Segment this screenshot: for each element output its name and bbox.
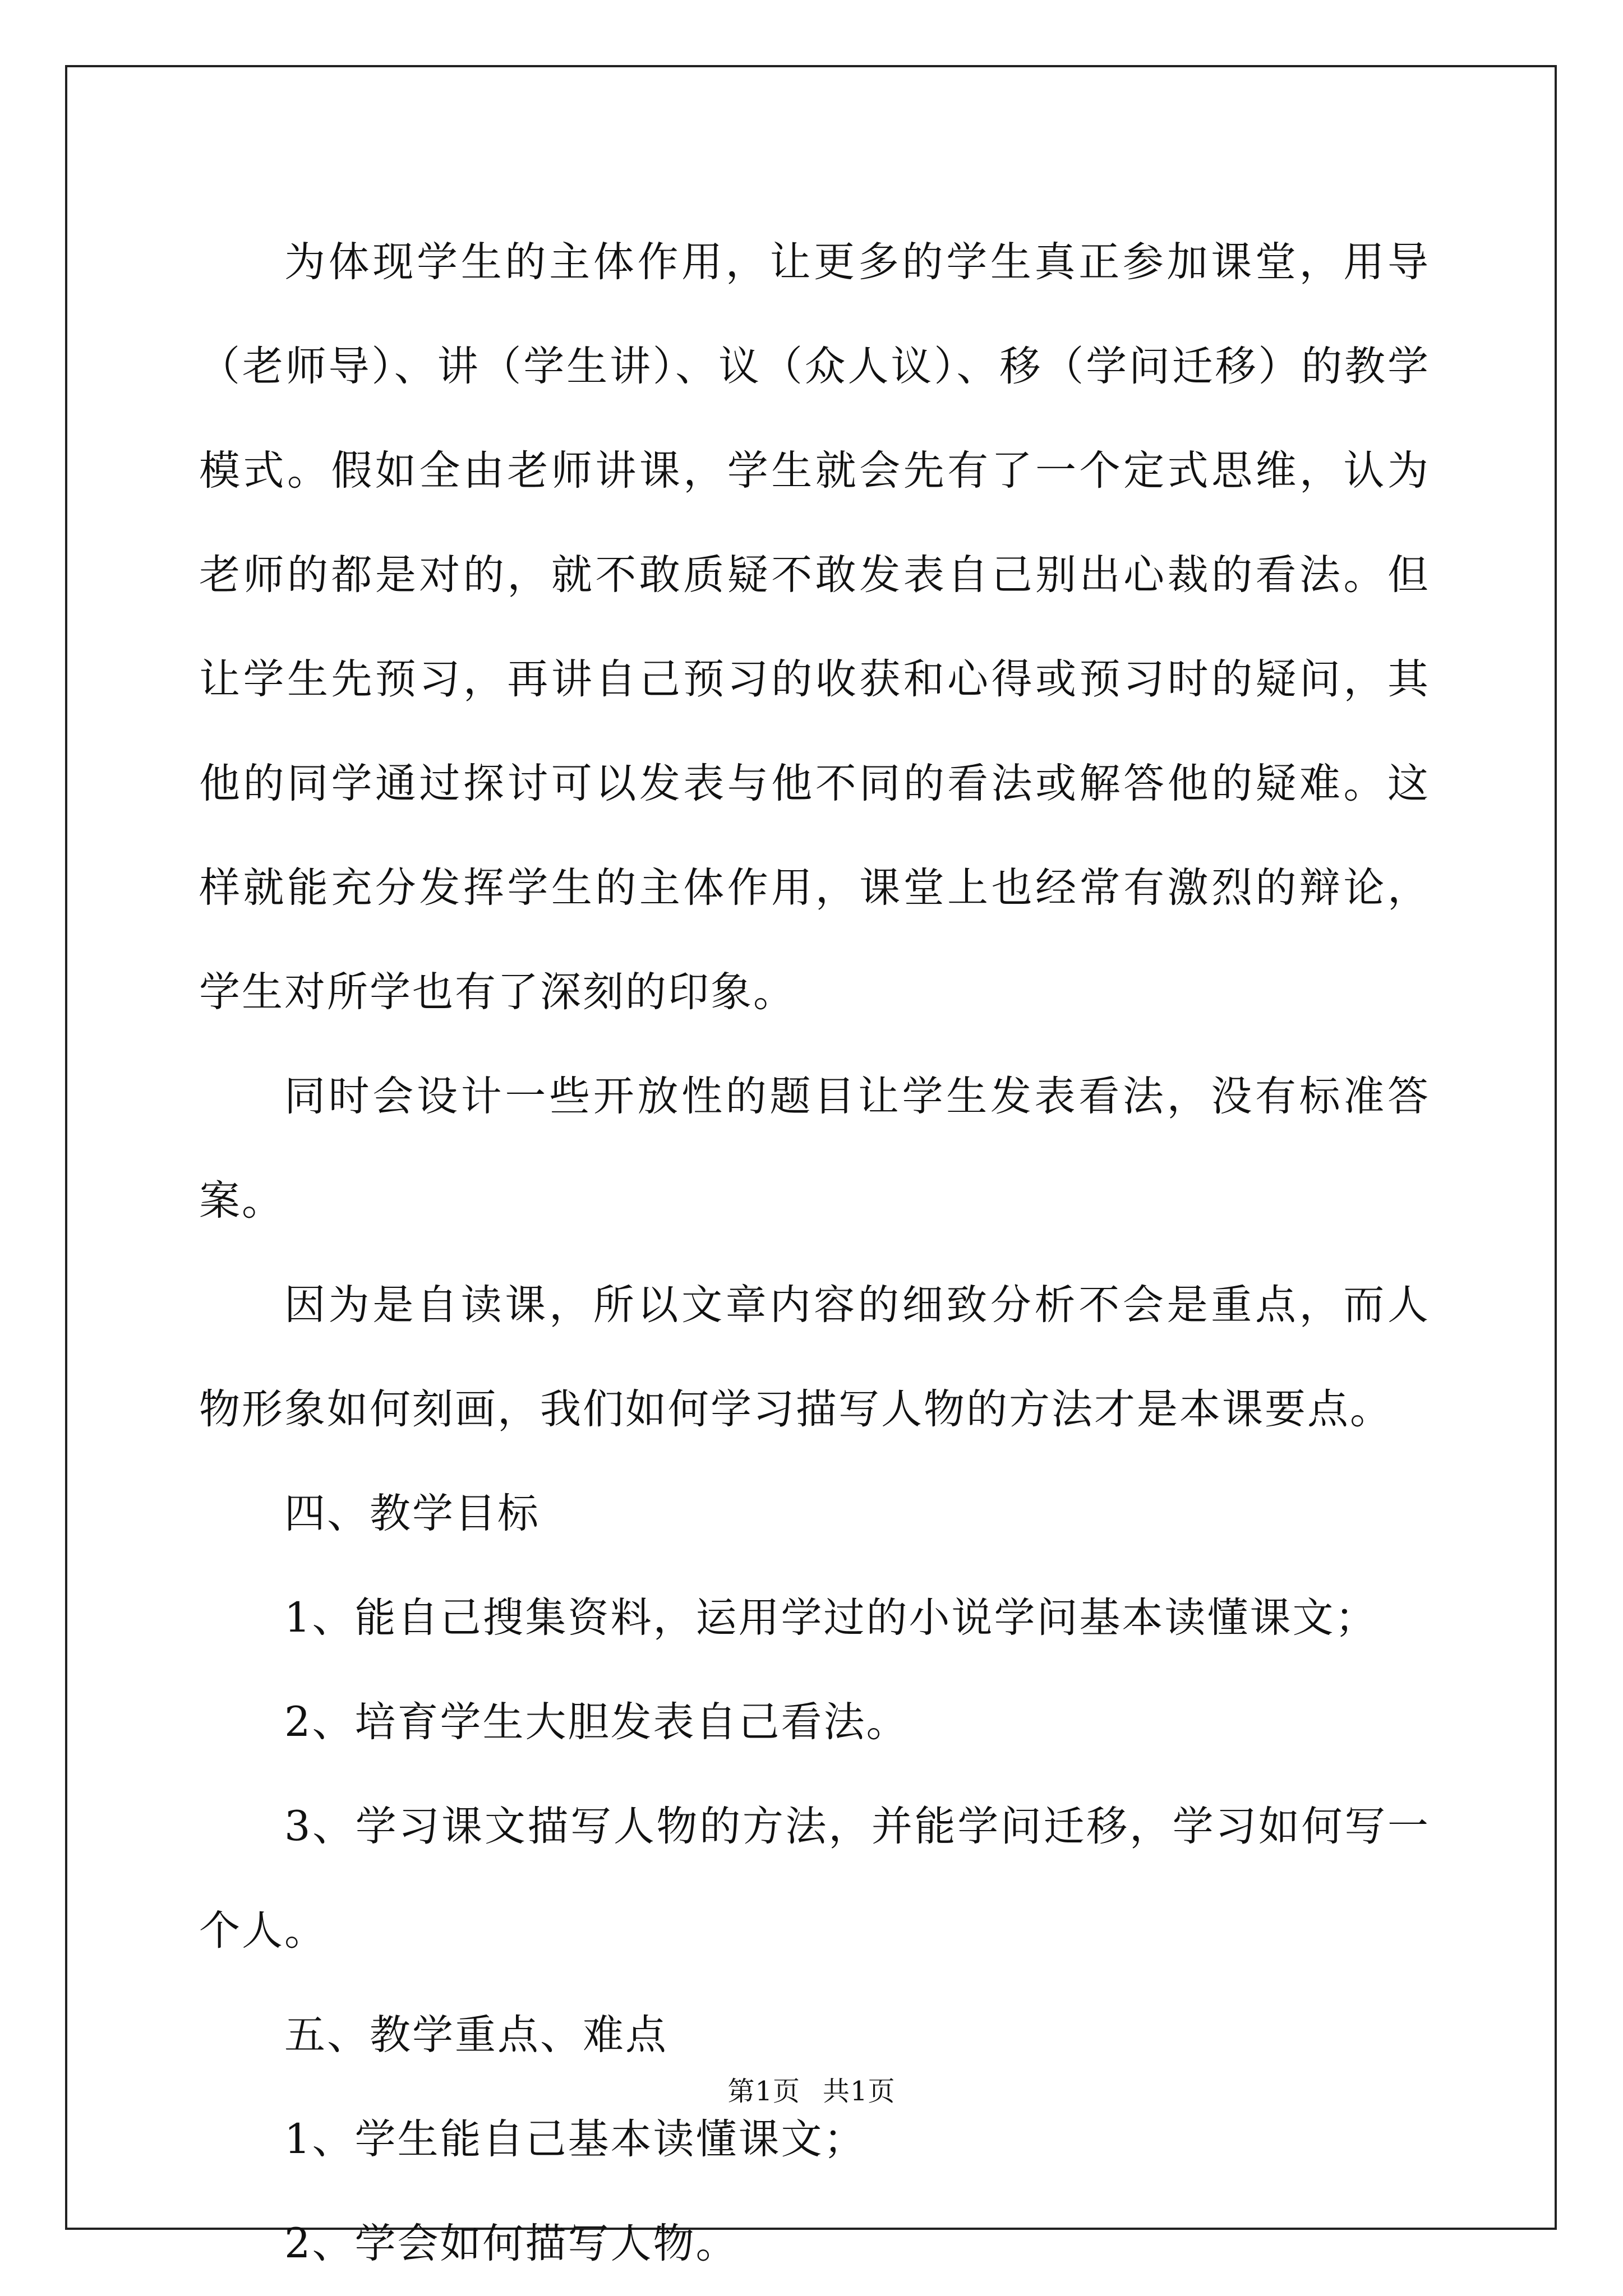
paragraph-self-reading: 因为是自读课，所以文章内容的细致分析不会是重点，而人物形象如何刻画，我们如何学习描写人物的方法才是本课要点。 (199, 1281, 1430, 1433)
paragraph-teaching-mode: 为体现学生的主体作用，让更多的学生真正参加课堂，用导（老师导）、讲（学生讲）、议（众人议）、移（学问迁移）的教学模式。假如全由老师讲课，学生就会先有了一个定式思维，认为老师的都是对的，就不敢质疑不敢发表自己别出心裁的看法。但让学生先预习，再讲自己预习的收获和心得或预习时的疑问，其他的同学通过探讨可以发表与他不同的看法或解答他的疑难。这样就能充分发挥学生的主体作用，课堂上也经常有激烈的辩论，学生对所学也有了深刻的印象。 (199, 238, 1430, 1016)
key-point-item-1: 1、学生能自己基本读懂课文； (284, 2115, 866, 2163)
key-point-item-2: 2、学会如何描写人物。 (284, 2220, 739, 2267)
heading-teaching-goals: 四、教学目标 (284, 1490, 540, 1537)
page-footer (0, 2075, 1623, 2108)
goal-item-3: 3、学习课文描写人物的方法，并能学问迁移，学习如何写一个人。 (199, 1803, 1430, 1955)
goal-item-2: 2、培育学生大胆发表自己看法。 (284, 1698, 909, 1746)
paragraph-open-questions: 同时会设计一些开放性的题目让学生发表看法，没有标准答案。 (199, 1073, 1430, 1225)
page-count: 共1页 (823, 2076, 896, 2107)
page-number: 第1页 (727, 2076, 800, 2107)
goal-item-1: 1、能自己搜集资料，运用学过的小说学问基本读懂课文； (284, 1594, 1378, 1642)
heading-key-points: 五、教学重点、难点 (284, 2011, 668, 2059)
document-body (199, 210, 1430, 2296)
